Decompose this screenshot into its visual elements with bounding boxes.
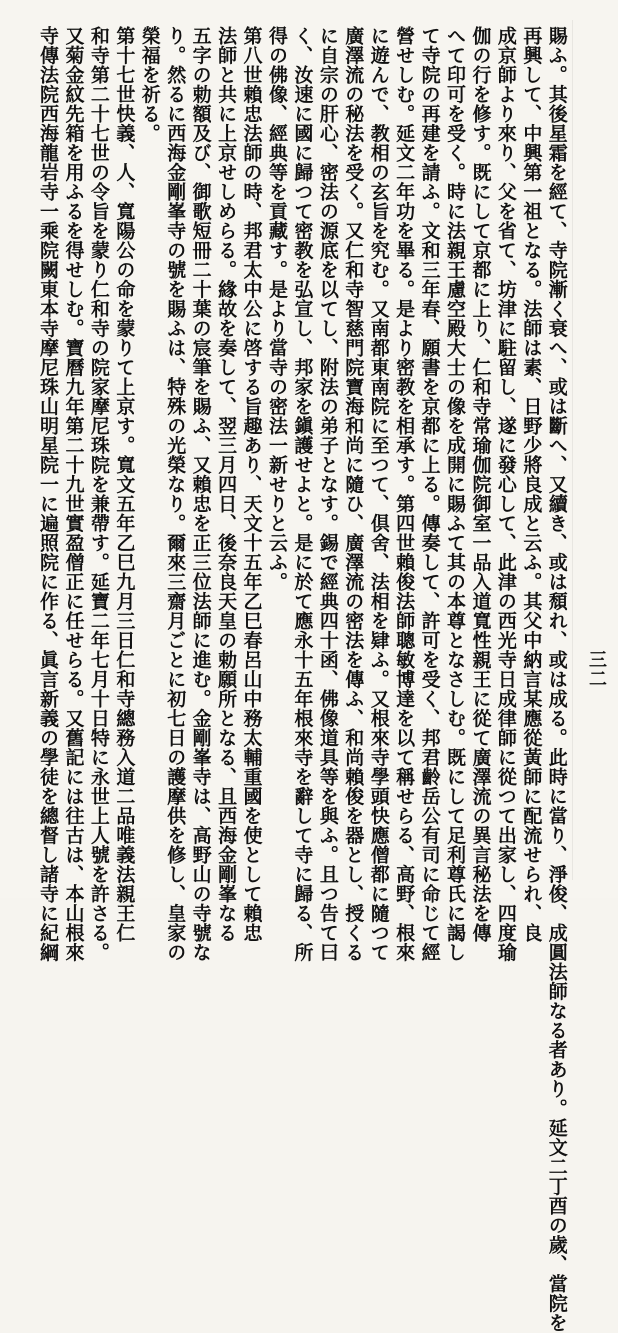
- text-column-19: 和寺第二十七世の令旨を蒙り仁和寺の院家摩尼珠院を兼帶す。延寶二年七月十日特に永世上人號を許さる。: [87, 26, 110, 962]
- text-column-18: 第十七世快義、人、寬陽公の命を蒙りて上京す。寬文五年乙巳九月三日仁和寺總務入道二品唯義法親王仁: [113, 26, 136, 943]
- vertical-text-block: [37, 26, 568, 1333]
- text-column-14: 法師と共に上京せしめらる。緣故を奏して、翌三月四日、後奈良天皇の勅願所となる、且西海金剛峯なる: [215, 26, 238, 943]
- text-column-11: く、汝速に國に歸つて密教を弘宣し、邦家を鎭護せよと。是に於て應永十五年根來寺を辭して寺に歸る、所: [291, 26, 314, 962]
- text-column-6: て寺院の再建を請ふ。文和三年春、願書を京都に上る。傳奏して、許可を受く、邦君齡岳公有司に命じて經: [418, 26, 441, 962]
- text-column-8: に遊んで、教相の玄旨を究む。又南都東南院に至つて、倶舍、法相を肄ふ。又根來寺學頭快應僧都に隨つて: [367, 26, 390, 962]
- text-column-16: り。然るに西海金剛峯寺の號を賜ふは、特殊の光榮なり。爾來三齋月ごとに初七日の護摩供を修し、皇家の: [164, 26, 187, 962]
- text-column-17: 榮福を祈る。: [138, 26, 161, 143]
- text-column-3: 成京師より來り、父を省て、坊津に駐留し、遂に發心して、此津の西光寺日成律師に從つて出家し、四度瑜: [494, 26, 517, 962]
- text-column-9: 廣澤流の秘法を受く。又仁和寺智慈門院寶海和尚に隨ひ、廣澤流の密法を傳ふ、和尚賴俊を器とし、授くる: [342, 26, 365, 962]
- text-column-4: 伽の行を修す。既にして京都に上り、仁和寺常瑜伽院御室一品入道寬性親王に從て廣澤流の異言秘法を傳: [469, 26, 492, 943]
- text-column-21: 寺傳法院西海龍岩寺一乘院闕東本寺摩尼珠山明星院一に遍照院に作る、眞言新義の學徒を總督し諸寺に紀綱: [37, 26, 59, 962]
- text-column-1: 賜ふ。其後星霜を經て、寺院漸く衰へ、或は斷へ、又續き、或は頹れ、或は成る。此時に當り、淨俊、成圓法師なる者あり。延文二丁酉の歲、當院を: [545, 26, 568, 1333]
- text-column-5: へて印可を受く。時に法親王慮空殿大士の像を成開に賜ふて其の本尊となさしむ。既にして足利尊氏に謁し: [444, 26, 466, 962]
- margin-shadow: [572, 20, 573, 880]
- text-column-10: に自宗の肝心、密法の源底を以てし、附法の弟子となす。錫で經典四十函、佛像道具等を與ふ。且つ告て曰: [316, 26, 339, 962]
- text-column-2: 再興して、中興第一祖となる。法師は素、日野少將良成と云ふ。其父中納言某應從黃師に配流せられ、良: [520, 26, 543, 943]
- text-column-13: 第八世賴忠法師の時、邦君太中公に啓する旨趣あり、天文十五年乙巳春呂山中務太輔重國を使として賴忠: [240, 26, 263, 943]
- text-column-12: 得の佛像、經典等を貢藏す。是より當寺の密法一新せりと云ふ。: [265, 26, 288, 592]
- text-column-7: 營せしむ。延文二年功を畢る。是より密教を相承す。第四世賴俊法師聰敏博達を以て稱せらる、高野、根來: [393, 26, 416, 962]
- page-number: 三二: [586, 650, 607, 688]
- text-column-15: 五字の勅額及び、御歌短冊二十葉の宸筆を賜ふ、又賴忠を正三位法師に進む。金剛峯寺は、高野山の寺號な: [189, 26, 212, 962]
- text-column-20: 又菊金紋先箱を用ふるを得せしむ。寶曆九年第二十九世實盈僧正に任せらる。又舊記には往古は、本山根來: [62, 26, 85, 962]
